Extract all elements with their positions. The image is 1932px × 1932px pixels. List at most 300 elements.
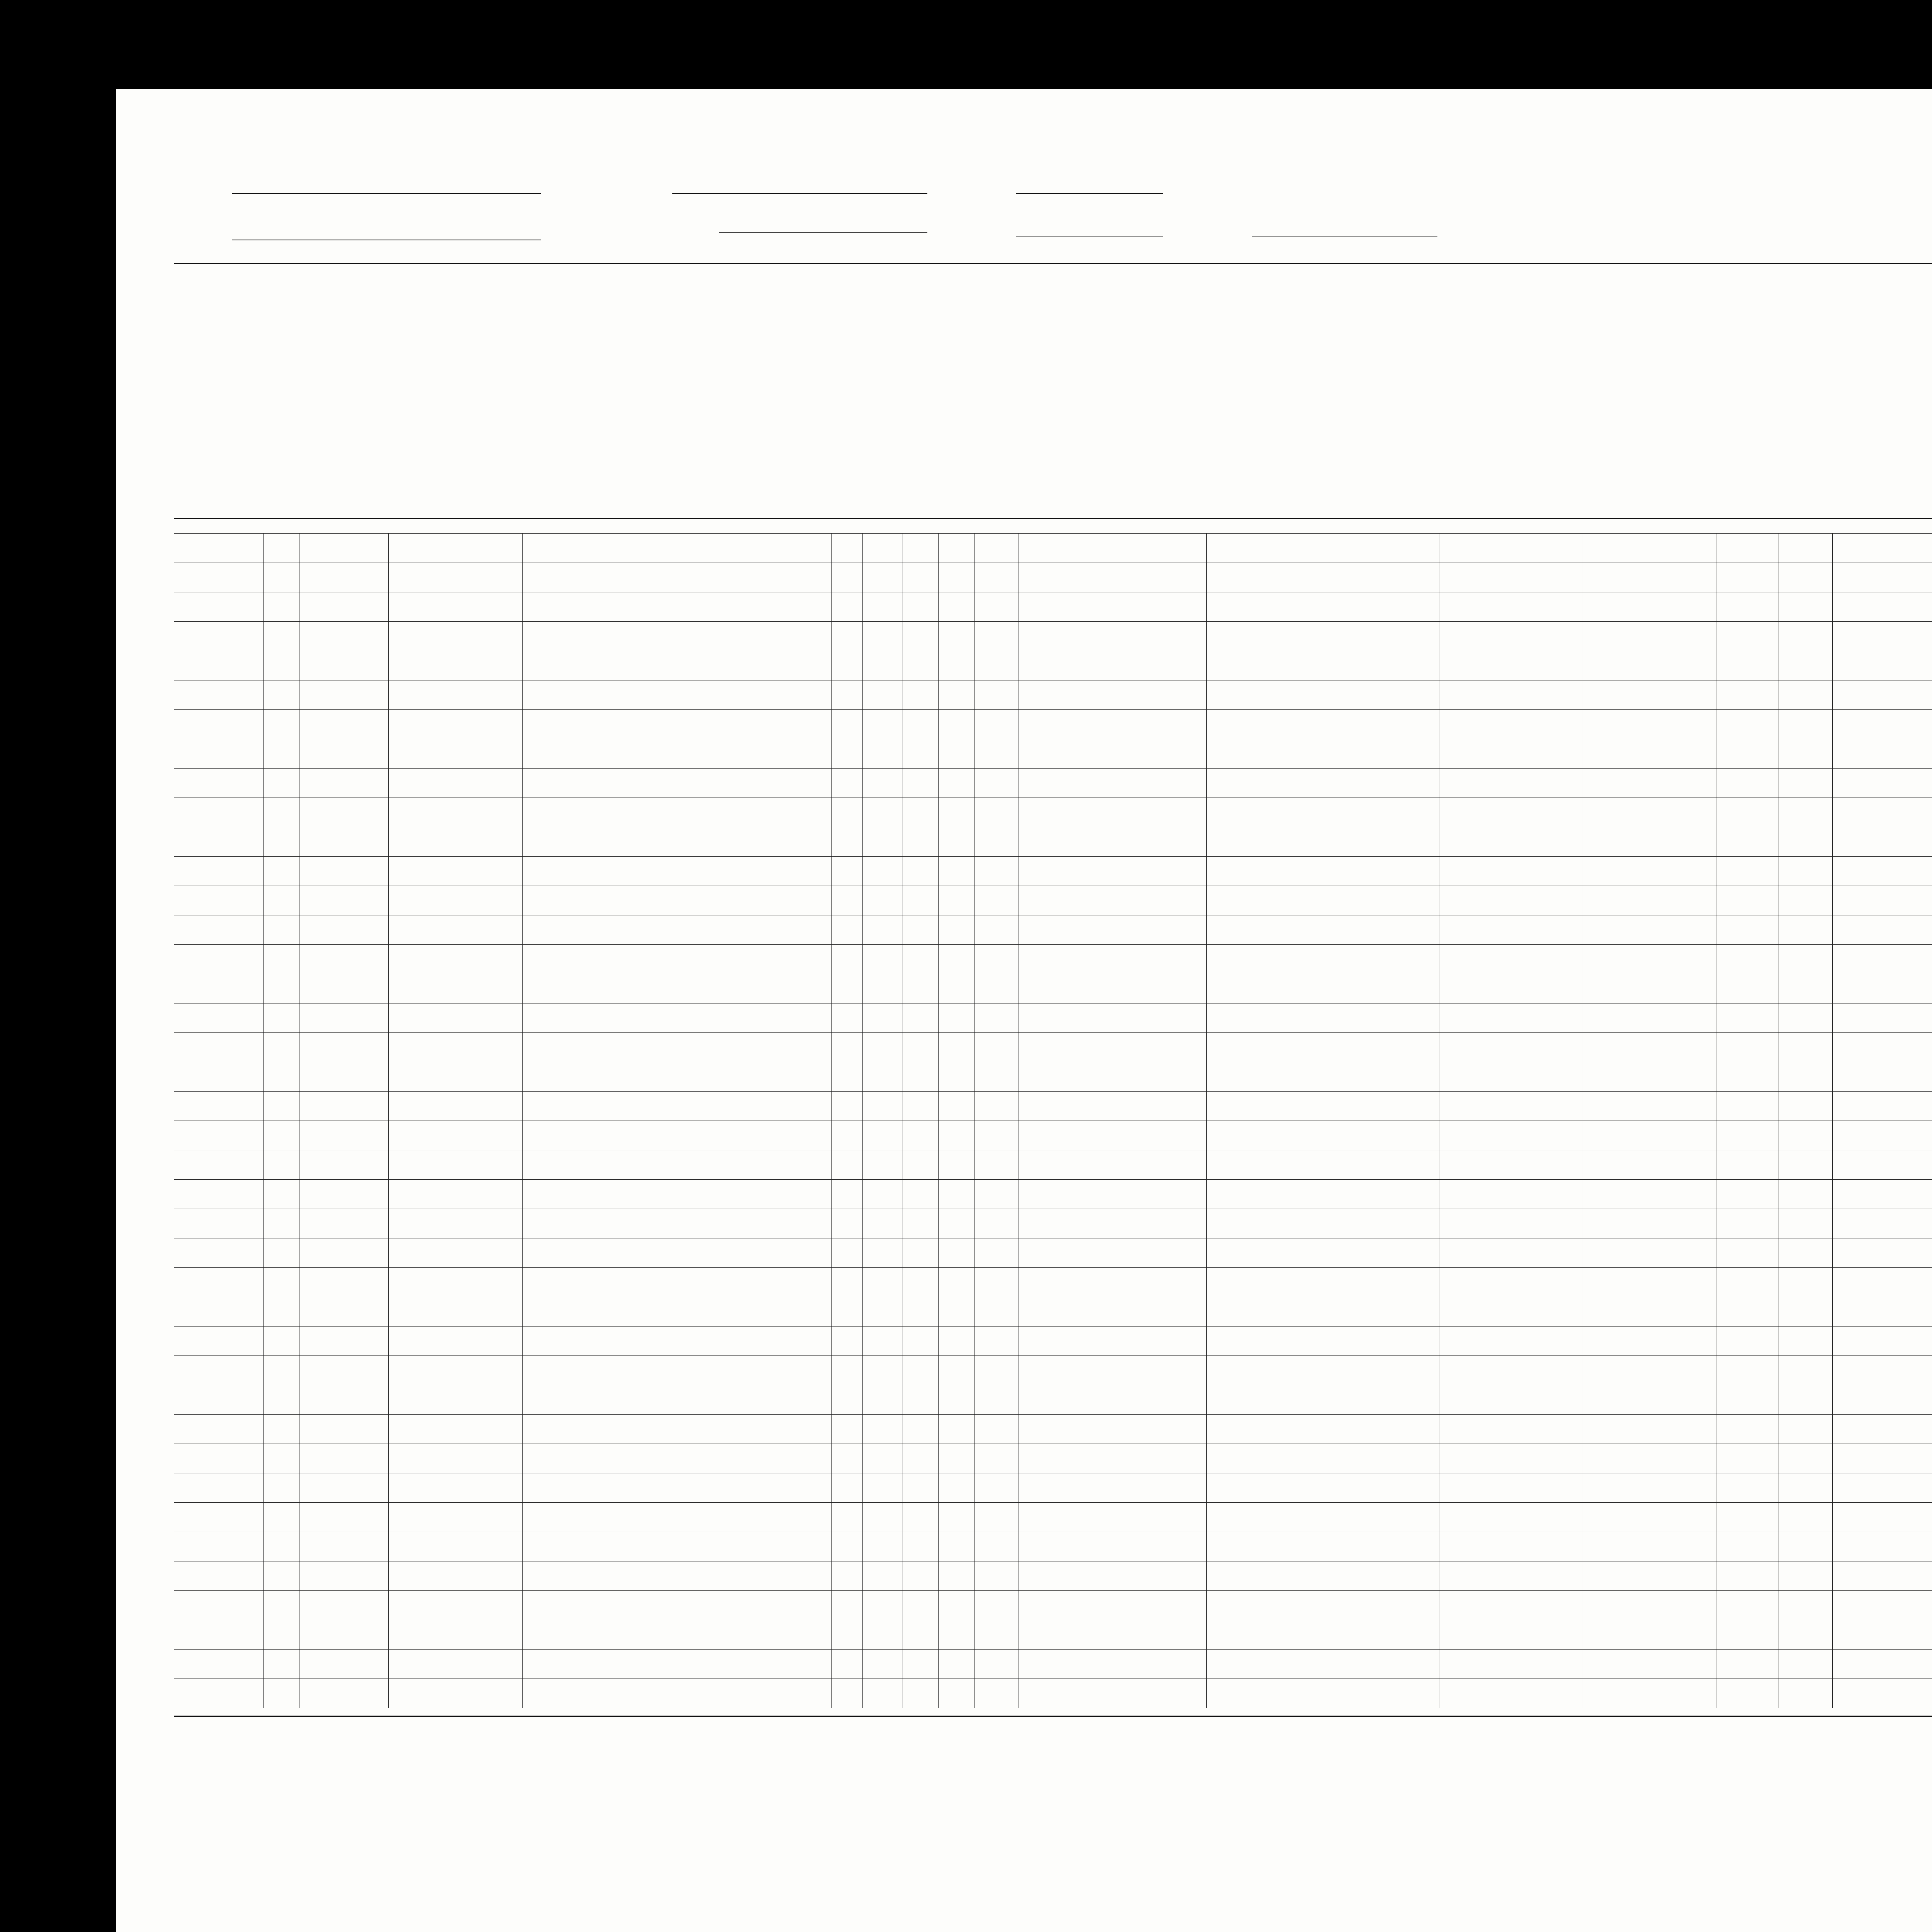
cell-occ	[1832, 710, 1932, 739]
cell-farm	[353, 886, 389, 915]
cell-occ	[1832, 1297, 1932, 1327]
table-row	[174, 1679, 1932, 1708]
cell-farm	[353, 915, 389, 945]
cell-age	[862, 1444, 903, 1473]
cell-farm	[353, 1268, 389, 1297]
cell-val	[299, 680, 353, 710]
cell-hrs	[1779, 974, 1833, 1003]
cell-birth	[1019, 1238, 1207, 1268]
cell-sex	[800, 1561, 831, 1591]
cell-rstate	[1582, 1033, 1716, 1062]
cell-rcity	[1439, 1150, 1582, 1180]
cell-res	[1207, 1180, 1439, 1209]
cell-sch	[939, 1444, 975, 1473]
cell-surname	[389, 710, 523, 739]
cell-work	[1716, 1650, 1779, 1679]
cell-gr	[974, 1591, 1019, 1620]
cell-sex	[800, 769, 831, 798]
cell-surname	[389, 563, 523, 592]
cell-res	[1207, 827, 1439, 857]
cell-hh	[219, 1062, 264, 1092]
cell-sch	[939, 1415, 975, 1444]
cell-gr	[974, 592, 1019, 622]
cell-sex	[800, 915, 831, 945]
cell-farm	[353, 1033, 389, 1062]
cell-rcity	[1439, 1003, 1582, 1033]
cell-val	[299, 710, 353, 739]
cell-res	[1207, 1062, 1439, 1092]
cell-own	[264, 1003, 299, 1033]
cell-hrs	[1779, 1092, 1833, 1121]
cell-rel	[666, 1297, 800, 1327]
cell-surname	[389, 798, 523, 827]
cell-hh	[219, 1415, 264, 1444]
table-row	[174, 1238, 1932, 1268]
cell-res	[1207, 1268, 1439, 1297]
cell-ms	[903, 1591, 939, 1620]
cell-birth	[1019, 1444, 1207, 1473]
cell-val	[299, 798, 353, 827]
cell-rstate	[1582, 1620, 1716, 1650]
cell-surname	[389, 1620, 523, 1650]
cell-hrs	[1779, 1327, 1833, 1356]
cell-sex	[800, 1591, 831, 1620]
cell-rcity	[1439, 1385, 1582, 1415]
cell-rstate	[1582, 1650, 1716, 1679]
cell-sex	[800, 1473, 831, 1503]
cell-hrs	[1779, 1679, 1833, 1708]
cell-surname	[389, 739, 523, 769]
cell-hrs	[1779, 1591, 1833, 1620]
table-row	[174, 592, 1932, 622]
cell-work	[1716, 1121, 1779, 1150]
cell-work	[1716, 1268, 1779, 1297]
cell-line	[174, 1209, 219, 1238]
cell-gr	[974, 1297, 1019, 1327]
cell-surname	[389, 769, 523, 798]
cell-ms	[903, 563, 939, 592]
cell-sex	[800, 1356, 831, 1385]
cell-age	[862, 534, 903, 563]
cell-farm	[353, 1209, 389, 1238]
cell-gr	[974, 1121, 1019, 1150]
table-row	[174, 1297, 1932, 1327]
cell-val	[299, 1473, 353, 1503]
cell-given	[523, 1650, 666, 1679]
cell-work	[1716, 945, 1779, 974]
cell-birth	[1019, 710, 1207, 739]
cell-val	[299, 1591, 353, 1620]
cell-rcity	[1439, 857, 1582, 886]
cell-surname	[389, 1356, 523, 1385]
cell-rcity	[1439, 1679, 1582, 1708]
cell-sch	[939, 1268, 975, 1297]
cell-val	[299, 739, 353, 769]
cell-work	[1716, 1150, 1779, 1180]
cell-sch	[939, 798, 975, 827]
cell-line	[174, 739, 219, 769]
cell-race	[831, 1532, 862, 1561]
cell-line	[174, 827, 219, 857]
cell-birth	[1019, 1385, 1207, 1415]
table-row	[174, 1503, 1932, 1532]
cell-race	[831, 563, 862, 592]
cell-farm	[353, 1238, 389, 1268]
cell-own	[264, 915, 299, 945]
cell-ms	[903, 1092, 939, 1121]
cell-hrs	[1779, 1415, 1833, 1444]
cell-surname	[389, 886, 523, 915]
cell-line	[174, 798, 219, 827]
cell-ms	[903, 622, 939, 651]
cell-hrs	[1779, 1503, 1833, 1532]
cell-res	[1207, 1033, 1439, 1062]
cell-surname	[389, 592, 523, 622]
cell-ms	[903, 534, 939, 563]
cell-gr	[974, 534, 1019, 563]
cell-gr	[974, 1473, 1019, 1503]
cell-rcity	[1439, 1238, 1582, 1268]
cell-surname	[389, 1297, 523, 1327]
cell-work	[1716, 1620, 1779, 1650]
table-row	[174, 886, 1932, 915]
table-row	[174, 1415, 1932, 1444]
cell-line	[174, 1532, 219, 1561]
cell-gr	[974, 1679, 1019, 1708]
cell-hrs	[1779, 534, 1833, 563]
cell-farm	[353, 1473, 389, 1503]
cell-race	[831, 1385, 862, 1415]
cell-val	[299, 915, 353, 945]
cell-rel	[666, 1532, 800, 1561]
cell-line	[174, 1650, 219, 1679]
cell-line	[174, 1092, 219, 1121]
cell-hrs	[1779, 563, 1833, 592]
cell-sch	[939, 1473, 975, 1503]
cell-line	[174, 710, 219, 739]
cell-surname	[389, 1503, 523, 1532]
cell-hrs	[1779, 1268, 1833, 1297]
cell-race	[831, 1033, 862, 1062]
cell-work	[1716, 1003, 1779, 1033]
cell-occ	[1832, 1473, 1932, 1503]
cell-res	[1207, 1297, 1439, 1327]
cell-rcity	[1439, 1561, 1582, 1591]
cell-race	[831, 1679, 862, 1708]
cell-ms	[903, 1003, 939, 1033]
cell-gr	[974, 798, 1019, 827]
cell-sch	[939, 710, 975, 739]
cell-hh	[219, 945, 264, 974]
cell-hh	[219, 1620, 264, 1650]
cell-farm	[353, 1532, 389, 1561]
cell-occ	[1832, 915, 1932, 945]
cell-rel	[666, 798, 800, 827]
table-row	[174, 857, 1932, 886]
cell-age	[862, 974, 903, 1003]
cell-age	[862, 1415, 903, 1444]
cell-given	[523, 1297, 666, 1327]
cell-rcity	[1439, 710, 1582, 739]
cell-occ	[1832, 827, 1932, 857]
cell-rel	[666, 1062, 800, 1092]
cell-sch	[939, 886, 975, 915]
cell-ms	[903, 1121, 939, 1150]
cell-res	[1207, 1238, 1439, 1268]
cell-given	[523, 680, 666, 710]
cell-gr	[974, 945, 1019, 974]
cell-given	[523, 827, 666, 857]
cell-occ	[1832, 1033, 1932, 1062]
cell-sch	[939, 622, 975, 651]
cell-occ	[1832, 1650, 1932, 1679]
cell-sex	[800, 1033, 831, 1062]
cell-work	[1716, 1532, 1779, 1561]
cell-hrs	[1779, 651, 1833, 680]
cell-val	[299, 622, 353, 651]
cell-rel	[666, 1620, 800, 1650]
cell-sex	[800, 1503, 831, 1532]
cell-work	[1716, 1092, 1779, 1121]
cell-surname	[389, 1062, 523, 1092]
cell-rel	[666, 710, 800, 739]
cell-gr	[974, 1092, 1019, 1121]
cell-race	[831, 1062, 862, 1092]
cell-hrs	[1779, 945, 1833, 974]
cell-given	[523, 622, 666, 651]
cell-ms	[903, 651, 939, 680]
cell-hrs	[1779, 710, 1833, 739]
cell-age	[862, 1150, 903, 1180]
cell-occ	[1832, 1327, 1932, 1356]
cell-given	[523, 1356, 666, 1385]
cell-hh	[219, 1591, 264, 1620]
cell-line	[174, 1620, 219, 1650]
cell-farm	[353, 1121, 389, 1150]
cell-own	[264, 1503, 299, 1532]
cell-ms	[903, 710, 939, 739]
cell-ms	[903, 739, 939, 769]
cell-surname	[389, 1092, 523, 1121]
cell-given	[523, 1150, 666, 1180]
cell-rstate	[1582, 622, 1716, 651]
cell-occ	[1832, 739, 1932, 769]
cell-given	[523, 1327, 666, 1356]
cell-res	[1207, 1356, 1439, 1385]
cell-birth	[1019, 1268, 1207, 1297]
cell-val	[299, 1415, 353, 1444]
cell-rel	[666, 1503, 800, 1532]
cell-birth	[1019, 945, 1207, 974]
cell-hrs	[1779, 739, 1833, 769]
cell-line	[174, 1180, 219, 1209]
cell-surname	[389, 1033, 523, 1062]
cell-age	[862, 1180, 903, 1209]
cell-work	[1716, 1209, 1779, 1238]
cell-ms	[903, 1356, 939, 1385]
cell-rstate	[1582, 1415, 1716, 1444]
cell-work	[1716, 1679, 1779, 1708]
cell-val	[299, 1297, 353, 1327]
cell-hrs	[1779, 1003, 1833, 1033]
cell-age	[862, 1473, 903, 1503]
cell-sch	[939, 827, 975, 857]
cell-hrs	[1779, 1385, 1833, 1415]
cell-rstate	[1582, 857, 1716, 886]
cell-age	[862, 1297, 903, 1327]
cell-work	[1716, 1033, 1779, 1062]
cell-val	[299, 1679, 353, 1708]
cell-gr	[974, 1150, 1019, 1180]
cell-occ	[1832, 1209, 1932, 1238]
cell-line	[174, 945, 219, 974]
cell-hrs	[1779, 1297, 1833, 1327]
cell-val	[299, 1180, 353, 1209]
cell-surname	[389, 1209, 523, 1238]
cell-occ	[1832, 1003, 1932, 1033]
cell-gr	[974, 827, 1019, 857]
cell-sch	[939, 1561, 975, 1591]
cell-birth	[1019, 1473, 1207, 1503]
cell-rel	[666, 1180, 800, 1209]
cell-rel	[666, 1003, 800, 1033]
cell-sch	[939, 1150, 975, 1180]
cell-hh	[219, 680, 264, 710]
cell-rcity	[1439, 974, 1582, 1003]
cell-rel	[666, 1650, 800, 1679]
cell-res	[1207, 1620, 1439, 1650]
cell-val	[299, 1150, 353, 1180]
cell-hrs	[1779, 622, 1833, 651]
cell-farm	[353, 534, 389, 563]
cell-farm	[353, 1385, 389, 1415]
cell-line	[174, 563, 219, 592]
cell-ms	[903, 1532, 939, 1561]
cell-line	[174, 680, 219, 710]
cell-occ	[1832, 1121, 1932, 1150]
cell-ms	[903, 798, 939, 827]
cell-rel	[666, 1150, 800, 1180]
cell-gr	[974, 1561, 1019, 1591]
cell-given	[523, 1385, 666, 1415]
cell-val	[299, 1532, 353, 1561]
cell-work	[1716, 534, 1779, 563]
cell-age	[862, 1650, 903, 1679]
cell-sch	[939, 974, 975, 1003]
cell-hrs	[1779, 1062, 1833, 1092]
cell-birth	[1019, 1591, 1207, 1620]
cell-rel	[666, 1327, 800, 1356]
cell-sex	[800, 1620, 831, 1650]
cell-farm	[353, 798, 389, 827]
table-row	[174, 710, 1932, 739]
cell-race	[831, 1121, 862, 1150]
cell-surname	[389, 1444, 523, 1473]
cell-surname	[389, 534, 523, 563]
cell-age	[862, 886, 903, 915]
cell-age	[862, 769, 903, 798]
cell-birth	[1019, 563, 1207, 592]
cell-age	[862, 1561, 903, 1591]
cell-rcity	[1439, 1092, 1582, 1121]
cell-rel	[666, 1444, 800, 1473]
table-row	[174, 827, 1932, 857]
cell-own	[264, 1297, 299, 1327]
cell-rcity	[1439, 1415, 1582, 1444]
cell-rstate	[1582, 1150, 1716, 1180]
cell-surname	[389, 1385, 523, 1415]
cell-gr	[974, 1180, 1019, 1209]
cell-ms	[903, 1238, 939, 1268]
cell-sex	[800, 1385, 831, 1415]
cell-occ	[1832, 798, 1932, 827]
cell-rel	[666, 1385, 800, 1415]
cell-own	[264, 1473, 299, 1503]
cell-work	[1716, 1356, 1779, 1385]
cell-own	[264, 592, 299, 622]
table-row	[174, 769, 1932, 798]
cell-farm	[353, 739, 389, 769]
cell-res	[1207, 974, 1439, 1003]
table-row	[174, 739, 1932, 769]
cell-rcity	[1439, 769, 1582, 798]
cell-farm	[353, 827, 389, 857]
cell-sex	[800, 1092, 831, 1121]
cell-own	[264, 1121, 299, 1150]
cell-hrs	[1779, 1650, 1833, 1679]
cell-given	[523, 886, 666, 915]
cell-own	[264, 798, 299, 827]
cell-farm	[353, 1092, 389, 1121]
cell-birth	[1019, 1532, 1207, 1561]
cell-rcity	[1439, 886, 1582, 915]
cell-line	[174, 1150, 219, 1180]
cell-ms	[903, 680, 939, 710]
cell-rcity	[1439, 1444, 1582, 1473]
cell-rel	[666, 1473, 800, 1503]
cell-rcity	[1439, 1209, 1582, 1238]
cell-birth	[1019, 1356, 1207, 1385]
cell-ms	[903, 1062, 939, 1092]
cell-given	[523, 1033, 666, 1062]
cell-hh	[219, 1503, 264, 1532]
cell-rel	[666, 945, 800, 974]
cell-work	[1716, 1473, 1779, 1503]
cell-farm	[353, 1679, 389, 1708]
cell-work	[1716, 798, 1779, 827]
cell-farm	[353, 1327, 389, 1356]
cell-rel	[666, 1209, 800, 1238]
cell-hh	[219, 1003, 264, 1033]
cell-farm	[353, 1503, 389, 1532]
cell-given	[523, 769, 666, 798]
cell-own	[264, 1679, 299, 1708]
cell-farm	[353, 563, 389, 592]
cell-rel	[666, 651, 800, 680]
cell-sex	[800, 1238, 831, 1268]
cell-sex	[800, 1415, 831, 1444]
cell-own	[264, 1415, 299, 1444]
cell-val	[299, 1650, 353, 1679]
cell-rstate	[1582, 1003, 1716, 1033]
cell-birth	[1019, 651, 1207, 680]
cell-hrs	[1779, 1473, 1833, 1503]
population-table	[174, 533, 1932, 1708]
cell-race	[831, 1209, 862, 1238]
cell-work	[1716, 622, 1779, 651]
cell-age	[862, 945, 903, 974]
cell-rstate	[1582, 769, 1716, 798]
